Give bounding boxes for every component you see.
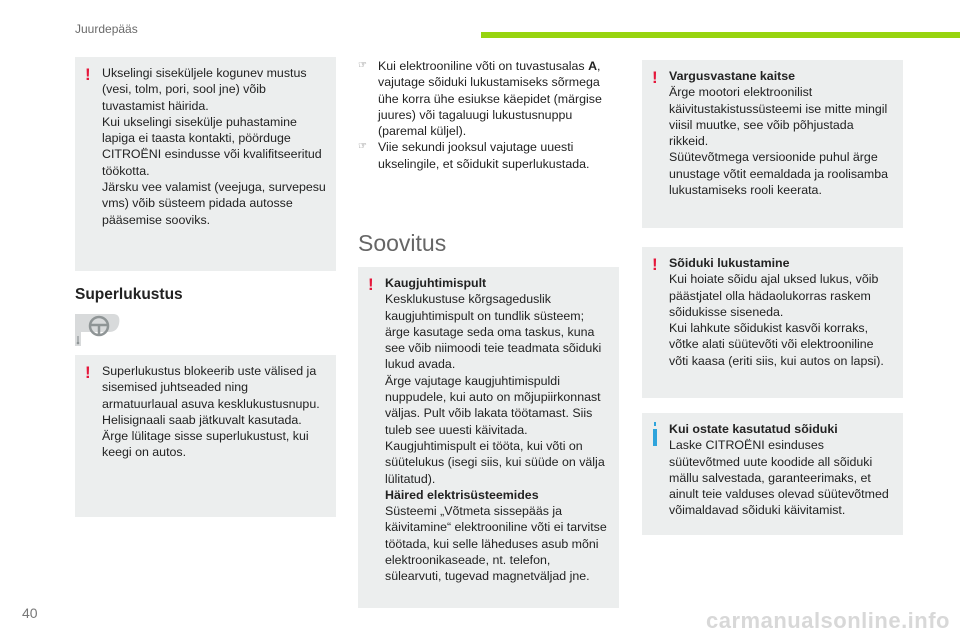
info-box-used-vehicle [642,413,903,535]
warning-box-locking [642,247,903,398]
watermark: carmanualsonline.info [706,608,950,633]
info-title: Kui ostate kasutatud sõiduki [669,422,838,436]
instruction-text: , vajutage sõiduki lukustamiseks sõrmega ühe korra ühe esiukse käepidet (märgise juures) või tagaluugi lukustusnuppu (paremal küljel). [378,59,602,139]
warning-text: Süütevõtmega versioonide puhul ärge unustage võtit eemaldada ja roolisamba lukustamiseks rooli keerata. [669,150,889,198]
warning-text: Süsteemi „Võtmeta sissepääs ja käivitamine“ elektrooniline võti ei tarvitse töötada, kui selle läheduses asub mõni elektroonikaseade, nt. telefon, sülearvuti, tugevad magnetväljad jne. [385,504,607,584]
instruction-item [358,58,618,139]
accent-bar [481,32,960,38]
warning-box-antitheft [642,60,903,228]
section-title: Juurdepääs [75,22,138,36]
pointing-hand-icon: ☞ [358,141,367,153]
info-text: Laske CITROËNI esinduses süütevõtmed uute koodide all sõiduki mällu salvestada, garanteerimaks, et ainult teie valduses olevad süütevõtmed võimaldavad sõiduki käivitamist. [669,438,889,518]
warning-text: Ärge lülitage sisse superlukustust, kui keegi on autos. [102,429,309,460]
warning-icon: ! [652,255,658,274]
warning-text: Järsku vee valamist (veejuga, survepesu vms) võib süsteem pidada autosse pääsemise sooviks. [102,180,326,227]
warning-text: Ukselingi siseküljele kogunev mustus (vesi, tolm, pori, sool jne) võib tuvastamist häirida. [102,66,307,113]
page-number: 40 [22,605,38,621]
warning-icon: ! [652,68,658,87]
warning-text: Ärge mootori elektroonilist käivitustakistussüsteemi ise mitte mingil viisil muutke, see võib põhjustada rikkeid. [669,85,888,149]
warning-title: Kaugjuhtimispult [385,276,487,290]
soovitus-heading: Soovitus [358,230,447,256]
warning-text: Kui lahkute sõidukist kasvõi korraks, võtke alati süütevõti või elektrooniline võti kaasa (eriti siis, kui autos on lapsi). [669,321,884,368]
instruction-item [358,139,618,172]
warning-box-dirt [75,57,336,271]
instruction-text: Kui elektrooniline võti on tuvastusalas [378,59,589,73]
warning-text: Kesklukustuse kõrgsageduslik kaugjuhtimispult on tundlik süsteem; ärge kasutage seda oma taskus, kuna see võib niimoodi teie teadmata sõiduki lukud avada. [385,292,602,372]
warning-box-remote [358,267,619,608]
warning-title: Vargusvastane kaitse [669,69,796,83]
instruction-text: Viie sekundi jooksul vajutage uuesti ukselingile, et sõidukit superlukustada. [378,140,590,171]
warning-text: Kui ukselingi sisekülje puhastamine lapiga ei taasta kontakti, pöörduge CITROËNI esindusse või kvalifitseeritud töökotta. [102,114,322,178]
warning-icon: ! [85,363,91,382]
instruction-list [358,58,618,172]
warning-text: Kui hoiate sõidu ajal uksed lukus, võib päästjatel olla hädaolukorras raskem sõidukisse siseneda. [669,272,879,319]
warning-box-superlock [75,355,336,517]
warning-text: Ärge vajutage kaugjuhtimispuldi nuppudele, kui auto on mõjupiirkonnast väljas. Pult võib lakata töötamast. Siis tuleb see uuesti käivitada. [385,373,601,437]
pointing-hand-icon: ☞ [358,60,367,71]
warning-text: Kaugjuhtimispult ei tööta, kui võti on süütelukus (isegi siis, kui süüde on välja lülitatud). [385,438,605,486]
info-icon [653,426,657,446]
warning-title: Häired elektrisüsteemides [385,487,539,502]
warning-text: Superlukustus blokeerib uste välised ja sisemised juhtseaded ning armatuurlaual asuva kesklukustusnupu. [102,364,320,411]
warning-text: Helisignaali saab jätkuvalt kasutada. [102,412,302,427]
warning-icon: ! [85,65,91,84]
superlukustus-heading: Superlukustus [75,286,183,303]
steering-wheel-icon [75,312,121,346]
zone-label: A [588,59,598,73]
warning-title: Sõiduki lukustamine [669,256,790,270]
warning-icon: ! [368,275,374,294]
